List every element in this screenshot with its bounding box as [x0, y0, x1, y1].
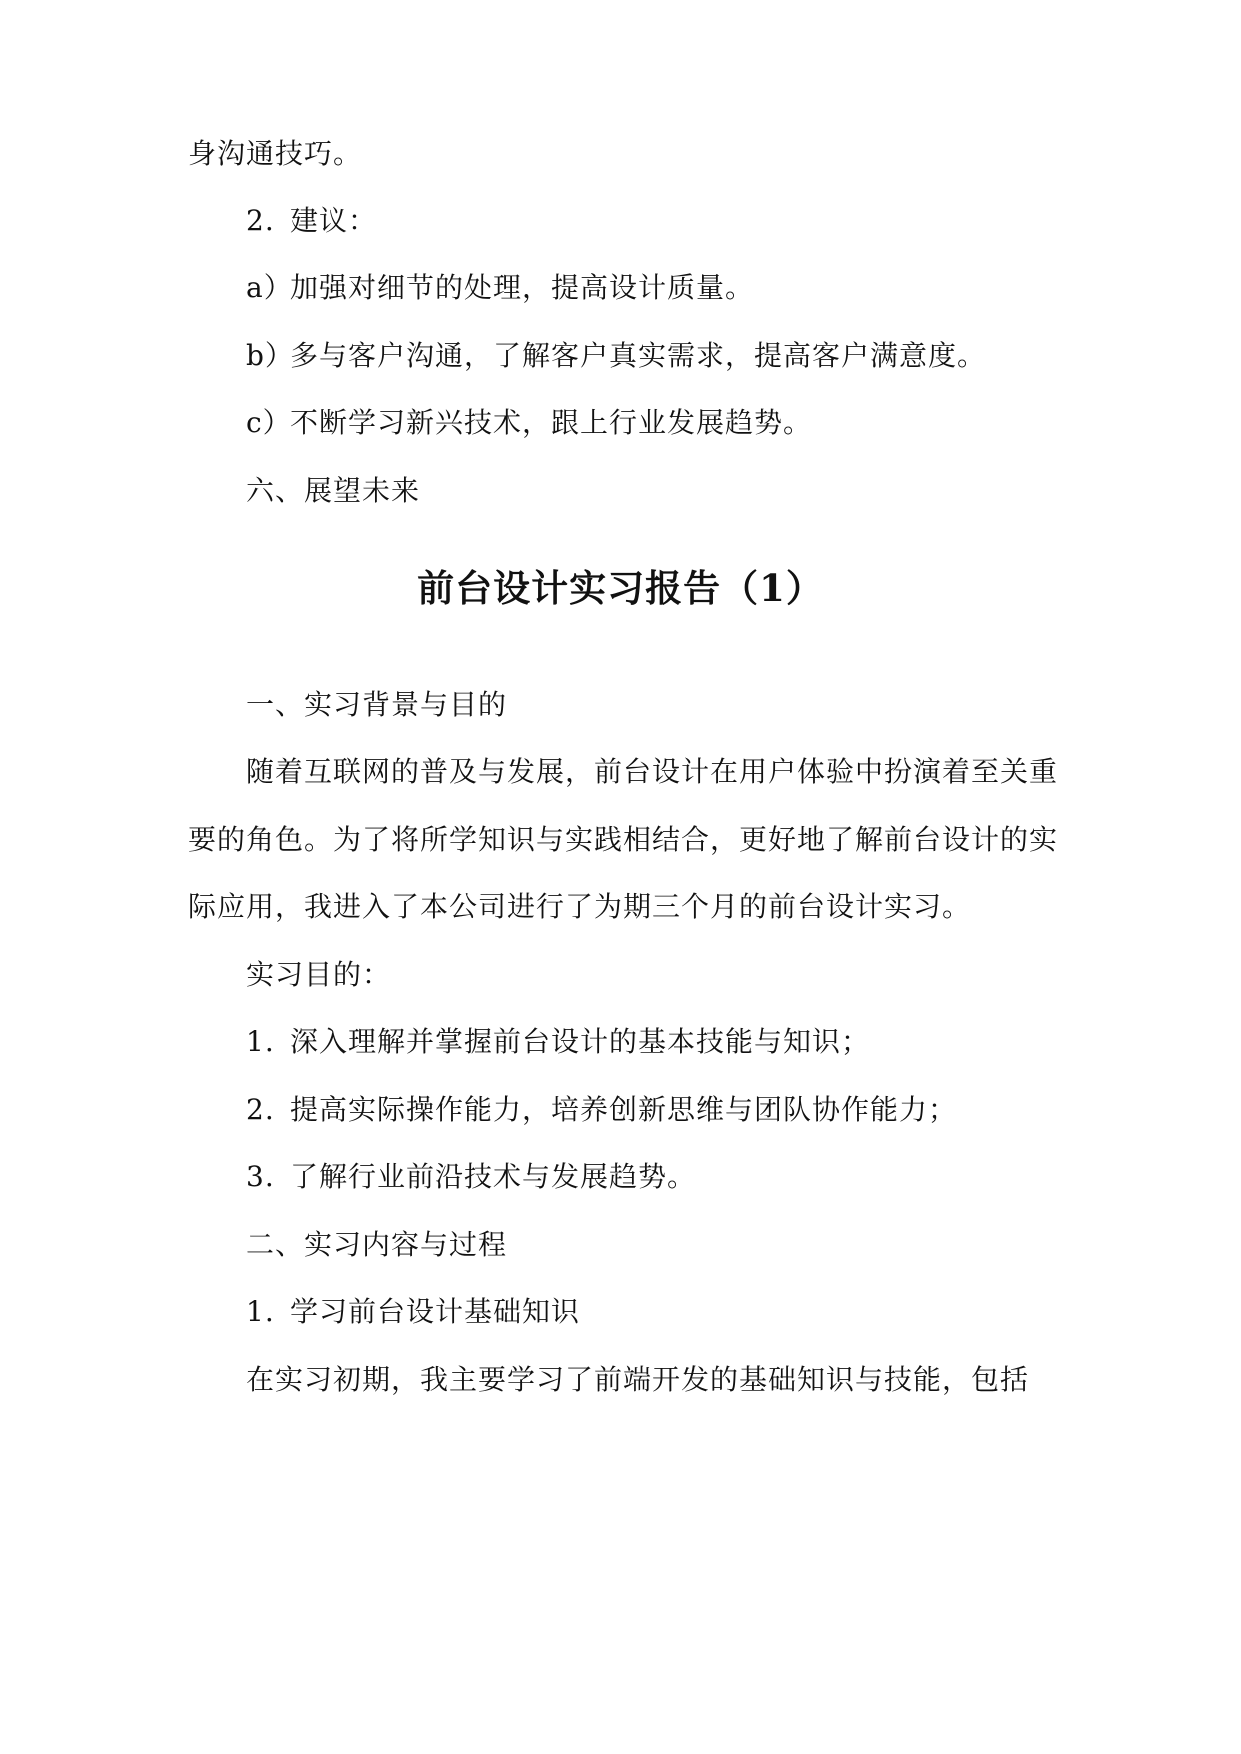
suggestions-heading	[246, 201, 1116, 241]
goal-text: 深入理解并掌握前台设计的基本技能与知识；	[290, 1025, 871, 1058]
suggestion-marker: c）	[246, 406, 292, 439]
section6-heading: 六、展望未来	[246, 474, 421, 507]
section2-heading: 二、实习内容与过程	[246, 1228, 508, 1261]
report-title: 前台设计实习报告（1）	[417, 566, 824, 610]
goals-label: 实习目的：	[246, 958, 392, 991]
suggestion-text: 不断学习新兴技术，跟上行业发展趋势。	[290, 406, 813, 439]
suggestion-text: 加强对细节的处理，提高设计质量。	[290, 271, 755, 304]
goal-item-1	[246, 1022, 1116, 1062]
section1-paragraph-line: 要的角色。为了将所学知识与实践相结合，更好地了解前台设计的实	[188, 823, 1059, 856]
section2-subheading	[246, 1292, 1116, 1332]
suggestion-item-c	[246, 403, 1116, 443]
subheading-text: 学习前台设计基础知识	[290, 1295, 581, 1328]
suggestion-item-a	[246, 268, 1116, 308]
suggestion-item-b	[246, 336, 1116, 376]
continuation-text: 身沟通技巧。	[188, 137, 363, 170]
section1-paragraph-line: 随着互联网的普及与发展，前台设计在用户体验中扮演着至关重	[246, 755, 1059, 788]
goal-number: 3.	[246, 1160, 275, 1193]
goal-text: 了解行业前沿技术与发展趋势。	[290, 1160, 697, 1193]
section1-heading: 一、实习背景与目的	[246, 688, 508, 721]
goal-item-2	[246, 1090, 1116, 1130]
suggestions-heading-text: 建议：	[290, 204, 378, 237]
subheading-number: 1.	[246, 1295, 275, 1328]
section1-paragraph-line: 际应用，我进入了本公司进行了为期三个月的前台设计实习。	[188, 890, 972, 923]
goal-number: 2.	[246, 1093, 275, 1126]
goal-number: 1.	[246, 1025, 275, 1058]
goal-text: 提高实际操作能力，培养创新思维与团队协作能力；	[290, 1093, 958, 1126]
suggestion-text: 多与客户沟通，了解客户真实需求，提高客户满意度。	[290, 339, 987, 372]
suggestion-marker: a）	[246, 271, 293, 304]
goal-item-3	[246, 1157, 1116, 1197]
suggestion-marker: b）	[246, 339, 294, 372]
section2-paragraph-line: 在实习初期，我主要学习了前端开发的基础知识与技能，包括	[246, 1363, 1030, 1396]
suggestions-heading-number: 2.	[246, 204, 275, 237]
